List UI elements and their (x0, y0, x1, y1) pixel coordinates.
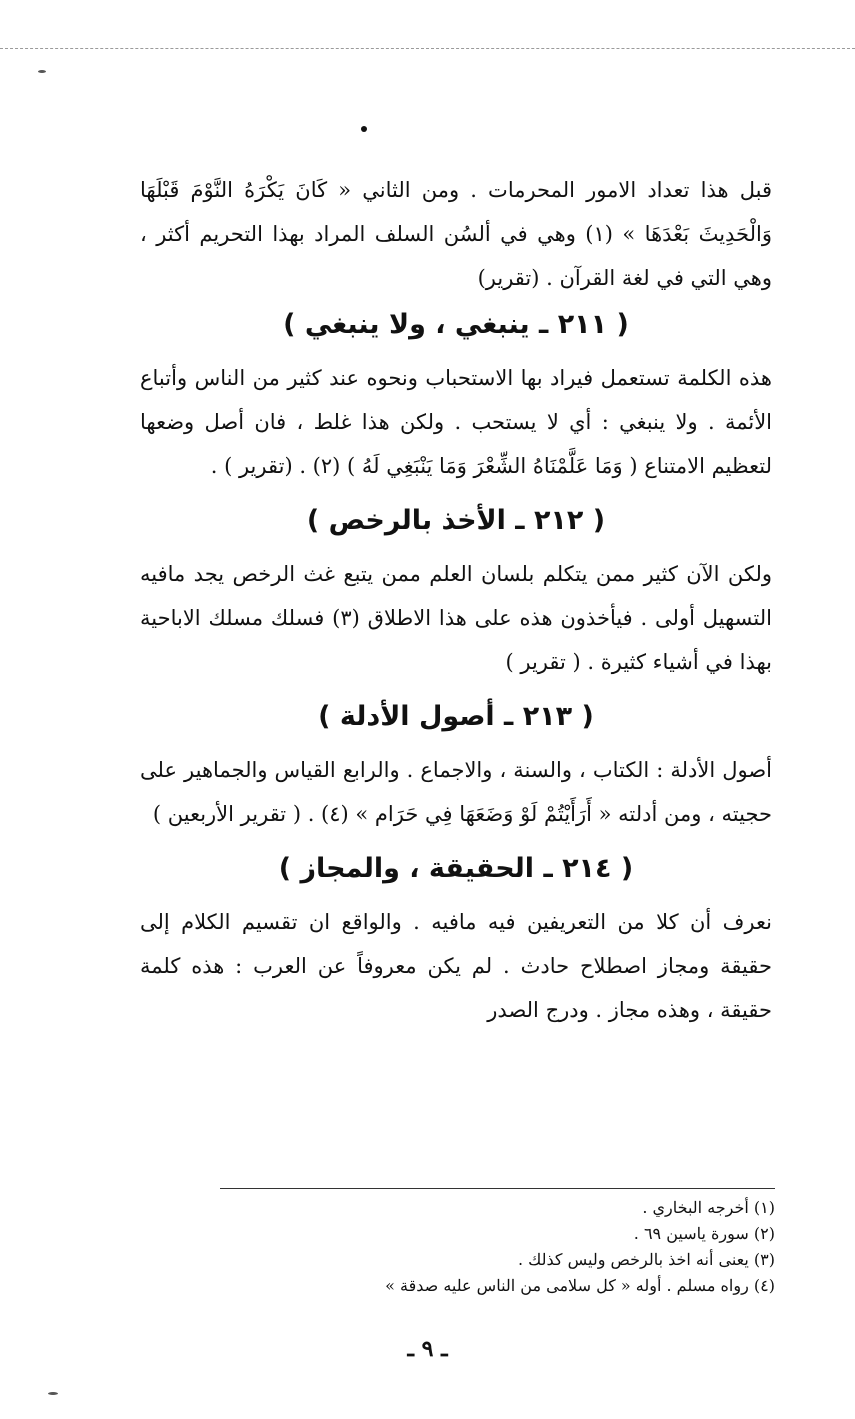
top-scan-rule (0, 48, 855, 49)
footnote-2: (٢) سورة ياسين ٦٩ . (633, 1224, 775, 1243)
page-number: ـ ٩ ـ (407, 1336, 448, 1362)
scan-speck (48, 1392, 58, 1395)
paragraph-212: ولكن الآن كثير ممن يتكلم بلسان العلم ممن يتبع غث الرخص يجد مافيه التسهيل أولى . فيأخذون هذه على هذا الاطلاق (٣) فسلك مسلك الاباحية بهذا في أشياء كثيرة . ( تقرير ) (140, 562, 772, 674)
paragraph-213: أصول الأدلة : الكتاب ، والسنة ، والاجماع . والرابع القياس والجماهير على حجيته ، ومن أدلته « أَرَأَيْتُمْ لَوْ وَضَعَهَا فِي حَرَام » (٤) . ( تقرير الأربعين ) (140, 758, 772, 826)
paragraph-211: هذه الكلمة تستعمل فيراد بها الاستحباب ونحوه عند كثير من الناس وأتباع الأئمة . ولا ينبغي : أي لا يستحب . ولكن هذا غلط ، فان أصل وضعها لتعظيم الامتناع ( وَمَا عَلَّمْنَاهُ الشِّعْرَ وَمَا يَنْبَغِي لَهُ ) (٢) . (تقرير ) . (140, 366, 772, 478)
heading-212: ( ٢١٢ ـ الأخذ بالرخص ) (306, 505, 606, 536)
paragraph-214: نعرف أن كلا من التعريفين فيه مافيه . والواقع ان تقسيم الكلام إلى حقيقة ومجاز اصطلاح حادث . لم يكن معروفاً عن العرب : هذه كلمة حقيقة ، وهذه مجاز . ودرج الصدر (140, 910, 772, 1022)
main-text (140, 168, 772, 1032)
heading-213: ( ٢١٣ ـ أصول الأدلة ) (318, 701, 594, 732)
footnote-4: (٤) رواه مسلم . أوله « كل سلامى من الناس عليه صدقة » (385, 1276, 775, 1295)
heading-211: ( ٢١١ ـ ينبغي ، ولا ينبغي ) (283, 309, 629, 340)
footnote-3: (٣) يعنى أنه اخذ بالرخص وليس كذلك . (517, 1250, 775, 1269)
footnotes (220, 1188, 775, 1299)
scan-dot (361, 126, 367, 132)
heading-214: ( ٢١٤ ـ الحقيقة ، والمجاز ) (278, 853, 634, 884)
intro-paragraph: قبل هذا تعداد الامور المحرمات . ومن الثاني « كَانَ يَكْرَهُ النَّوْمَ قَبْلَهَا وَالْحَدِيثَ بَعْدَهَا » (١) وهي في ألسُن السلف المراد بهذا التحريم أكثر ، وهي التي في لغة القرآن . (تقرير) (140, 178, 772, 290)
footnote-1: (١) أخرجه البخاري . (642, 1198, 775, 1217)
scan-speck (38, 70, 46, 73)
